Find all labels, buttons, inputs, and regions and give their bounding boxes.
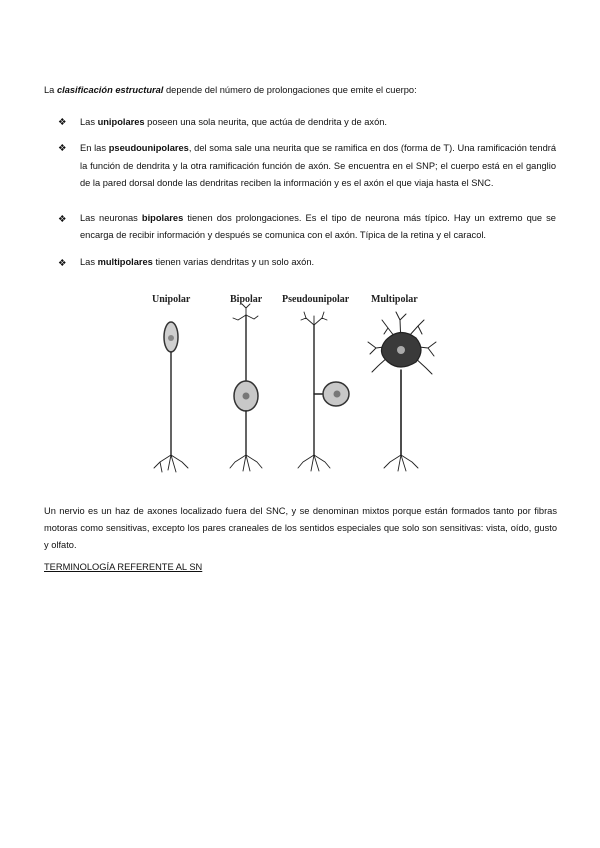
item-term: multipolares xyxy=(97,257,153,267)
intro-pre: La xyxy=(44,85,57,95)
item-text: Las xyxy=(80,257,98,267)
figure-label-bipolar: Bipolar xyxy=(230,294,263,305)
list-item xyxy=(80,210,556,244)
unipolar-neuron xyxy=(154,322,188,472)
item-text: tienen varias dendritas y un solo axón. xyxy=(152,257,315,267)
bullet-icon: ❖ xyxy=(58,214,67,224)
figure-label-unipolar: Unipolar xyxy=(152,294,191,305)
neuron-types-figure xyxy=(138,290,448,490)
bullet-icon: ❖ xyxy=(58,117,67,127)
figure-label-pseudounipolar: Pseudounipolar xyxy=(282,294,350,305)
item-term: unipolares xyxy=(97,117,145,127)
intro-text xyxy=(44,84,417,96)
intro-post: depende del número de prolongaciones que emite el cuerpo: xyxy=(163,85,417,95)
item-text: tienen dos prolongaciones. Es el tipo de neurona más típico. Hay un extremo que se encarga de recibir información y después se comunica con el axón. Típica de la retina y el caracol. xyxy=(80,213,556,240)
bullet-icon: ❖ xyxy=(58,143,67,153)
multipolar-neuron xyxy=(368,312,436,471)
item-term: pseudounipolares xyxy=(108,143,189,153)
list-item xyxy=(80,114,556,132)
item-text: Las xyxy=(80,117,98,127)
item-text: poseen una sola neurita, que actúa de dendrita y de axón. xyxy=(144,117,388,127)
item-term: bipolares xyxy=(141,213,184,223)
figure-label-multipolar: Multipolar xyxy=(371,294,418,305)
bipolar-neuron xyxy=(230,304,262,471)
bullet-icon: ❖ xyxy=(58,258,67,268)
item-text: En las xyxy=(80,143,109,153)
nerve-paragraph: Un nervio es un haz de axones localizado fuera del SNC, y se denominan mixtos porque están formados tanto por fibras motoras como sensitivas, excepto los pares craneales de los sentidos especiales que solo son sensitivas: vista, oído, gusto y olfato. xyxy=(44,506,557,550)
item-text: , del soma sale una neurita que se ramifica en dos (forma de T). Una ramificación tendrá la función de dendrita y la otra ramificación función de axón. Se encuentra en el SNP; el cuerpo está en el ganglio de la pared dorsal donde las dendritas reciben la información y es el axón el que viaja hasta el SNC. xyxy=(80,143,557,188)
list-item xyxy=(80,140,556,193)
pseudounipolar-neuron xyxy=(298,312,349,471)
intro-emphasis: clasificación estructural xyxy=(56,85,164,95)
item-text: Las neuronas xyxy=(80,213,142,223)
section-heading: TERMINOLOGÍA REFERENTE AL SN xyxy=(44,562,203,572)
list-item xyxy=(80,254,556,272)
